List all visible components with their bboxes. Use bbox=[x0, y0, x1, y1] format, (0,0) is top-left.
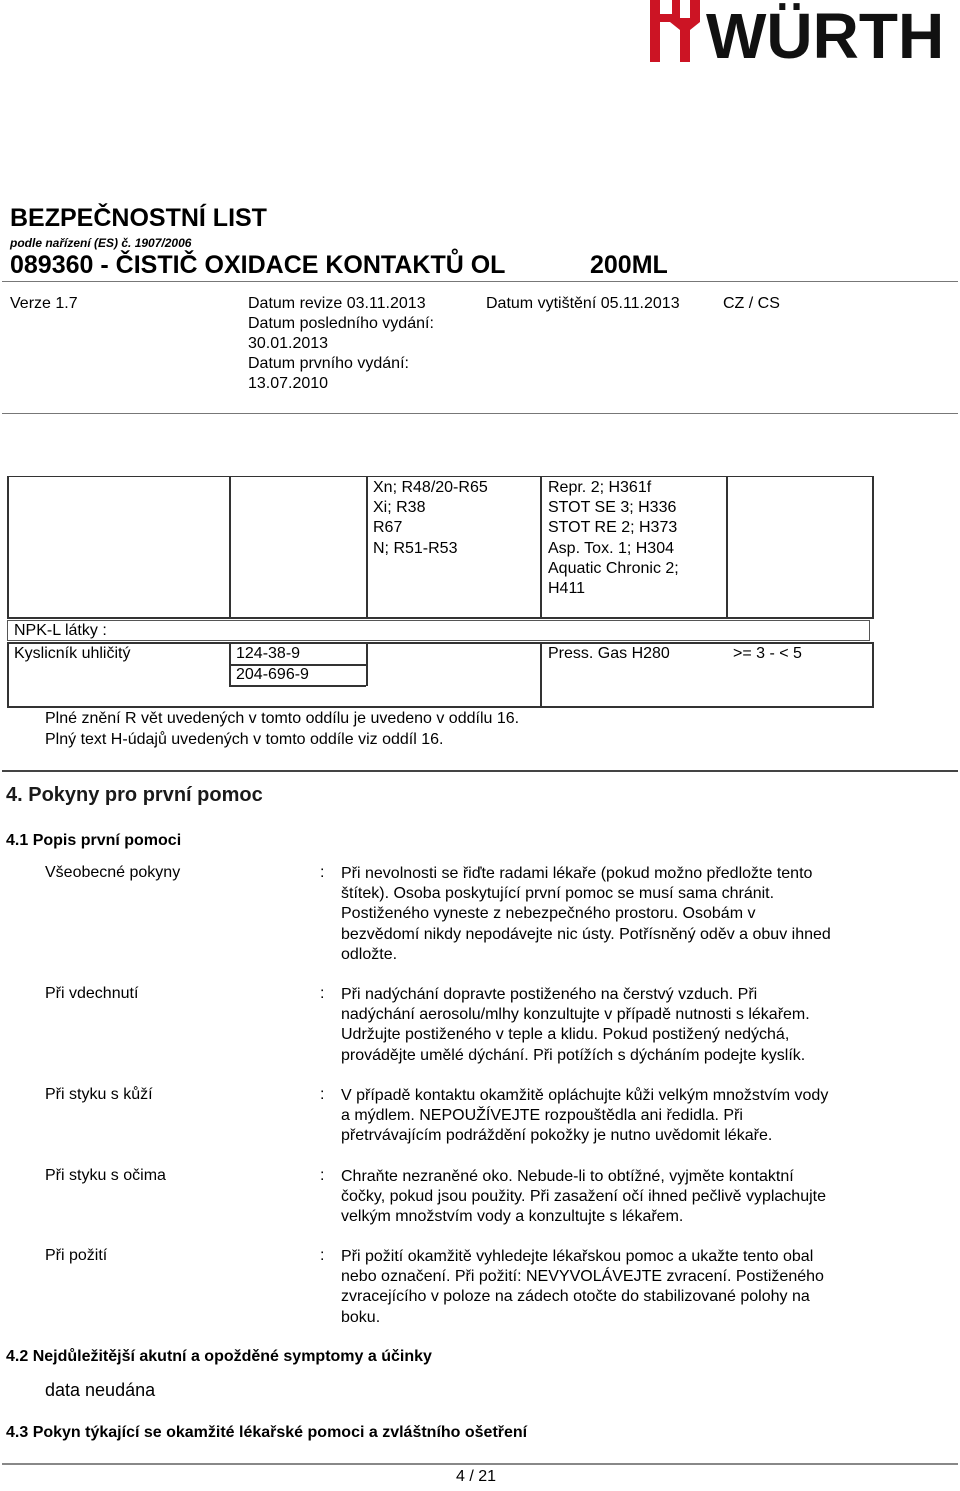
text-line: velkým množstvím vody a konzultujte s lékařem. bbox=[341, 1208, 684, 1226]
page-number: 4 / 21 bbox=[456, 1468, 497, 1485]
last-issue-date: 30.01.2013 bbox=[248, 335, 329, 352]
text-line: bezvědomí nikdy nepodávejte nic ústy. Potřísněný oděv a obuv ihned bbox=[341, 925, 831, 943]
version: Verze 1.7 bbox=[10, 295, 78, 312]
item-label: Všeobecné pokyny bbox=[45, 864, 181, 881]
text-line: Při nadýchání dopravte postiženého na čerstvý vzduch. Při bbox=[341, 986, 758, 1003]
item-label: Při styku s očima bbox=[45, 1167, 166, 1184]
r-phrase: Xi; R38 bbox=[373, 499, 426, 517]
footer-divider bbox=[2, 1463, 958, 1465]
text-line: nebo označení. Při požití: NEVYVOLÁVEJTE zvracení. Postiženého bbox=[341, 1268, 824, 1286]
text-line: štítek). Osoba poskytující první pomoc se musí sama chránit. bbox=[341, 885, 775, 903]
item-text bbox=[341, 864, 886, 965]
concentration: >= 3 - < 5 bbox=[733, 645, 802, 662]
revision-date bbox=[248, 294, 434, 394]
item-colon: : bbox=[320, 1086, 325, 1103]
text-line: Udržujte postiženého v teple a klidu. Pokud postižený nedýchá, bbox=[341, 1026, 790, 1044]
document-title: BEZPEČNOSTNÍ LIST bbox=[10, 204, 267, 232]
item-colon: : bbox=[320, 1247, 325, 1264]
subsection-title-4-3: 4.3 Pokyn týkající se okamžité lékařské pomoci a zvláštního ošetření bbox=[6, 1424, 528, 1441]
text-line: Chraňte nezraněné oko. Nebude-li to obtížné, vyjměte kontaktní bbox=[341, 1168, 794, 1185]
text-line: Při požití okamžitě vyhledejte lékařskou pomoc a ukažte tento obal bbox=[341, 1248, 814, 1265]
h-phrase: Repr. 2; H361f bbox=[548, 479, 652, 496]
text-line: odložte. bbox=[341, 945, 398, 963]
text-line: přetrvávajícím podráždění pokožky je nutno uvědomit lékaře. bbox=[341, 1127, 773, 1145]
first-issue-date: 13.07.2010 bbox=[248, 375, 329, 392]
r-classification-cell bbox=[373, 478, 488, 559]
regulation-reference: podle nařízení (ES) č. 1907/2006 bbox=[10, 236, 192, 250]
first-issue-label: Datum prvního vydání: bbox=[248, 355, 409, 372]
ec-number: 204-696-9 bbox=[236, 666, 309, 683]
item-text bbox=[341, 1247, 886, 1328]
table-col-divider bbox=[540, 476, 542, 619]
r-phrase: R67 bbox=[373, 519, 403, 537]
item-label: Při styku s kůží bbox=[45, 1086, 153, 1103]
table-cell-divider bbox=[229, 685, 366, 687]
h-phrase: STOT RE 2; H373 bbox=[548, 519, 678, 537]
text-line: provádějte umělé dýchání. Při potížích s dýcháním podejte kyslík. bbox=[341, 1046, 806, 1064]
note-h-phrases: Plný text H-údajů uvedených v tomto oddíle viz oddíl 16. bbox=[45, 731, 444, 748]
locale: CZ / CS bbox=[723, 295, 780, 312]
table-col-divider bbox=[540, 642, 542, 708]
header-divider bbox=[2, 281, 958, 282]
header-bottom-divider bbox=[2, 413, 958, 414]
item-text bbox=[341, 985, 886, 1066]
text-line: zvracejícího v poloze na zádech otočte do stabilizované polohy na bbox=[341, 1288, 810, 1306]
table-col-divider bbox=[366, 642, 368, 686]
npk-row bbox=[7, 620, 870, 641]
h-phrase: H411 bbox=[548, 580, 586, 598]
item-label: Při požití bbox=[45, 1247, 108, 1264]
h-phrase: STOT SE 3; H336 bbox=[548, 499, 677, 517]
note-r-phrases: Plné znění R vět uvedených v tomto oddílu je uvedeno v oddílu 16. bbox=[45, 710, 520, 727]
item-label: Při vdechnutí bbox=[45, 985, 139, 1002]
h-classification: Press. Gas H280 bbox=[548, 645, 670, 662]
text-line: V případě kontaktu okamžitě opláchujte kůži velkým množstvím vody bbox=[341, 1087, 829, 1104]
item-text bbox=[341, 1167, 886, 1228]
r-phrase: N; R51-R53 bbox=[373, 539, 458, 557]
subsection-title-4-1: 4.1 Popis první pomoci bbox=[6, 832, 182, 849]
h-phrase: Asp. Tox. 1; H304 bbox=[548, 539, 674, 557]
table-col-divider bbox=[366, 476, 368, 619]
section-title: 4. Pokyny pro první pomoc bbox=[6, 784, 263, 806]
h-classification-cell bbox=[548, 478, 679, 599]
print-date: Datum vytištění 05.11.2013 bbox=[486, 295, 680, 312]
table-col-divider bbox=[726, 476, 728, 619]
text-line: boku. bbox=[341, 1308, 381, 1326]
product-size: 200ML bbox=[590, 251, 668, 279]
brand-wordmark: WÜRTH bbox=[706, 0, 945, 66]
text-line: a mýdlem. NEPOUŽÍVEJTE rozpouštědla ani ředidla. Při bbox=[341, 1107, 743, 1125]
r-phrase: Xn; R48/20-R65 bbox=[373, 479, 488, 496]
text-line: čočky, pokud jsou použity. Při zasažení očí ihned pečlivě vyplachujte bbox=[341, 1188, 826, 1206]
revision-date-text: Datum revize 03.11.2013 bbox=[248, 295, 426, 312]
text-line: nadýchání aerosolu/mlhy konzultujte v případě nutnosti s lékařem. bbox=[341, 1006, 810, 1024]
text-line: Postiženého vyneste z nebezpečného prostoru. Osobám v bbox=[341, 905, 756, 923]
npk-label: NPK-L látky : bbox=[14, 622, 107, 639]
last-issue-label: Datum posledního vydání: bbox=[248, 315, 434, 332]
item-colon: : bbox=[320, 1167, 325, 1184]
cas-number: 124-38-9 bbox=[236, 645, 301, 662]
subsection-title-4-2: 4.2 Nejdůležitější akutní a opožděné symptomy a účinky bbox=[6, 1348, 432, 1365]
table-col-divider bbox=[229, 476, 231, 619]
item-colon: : bbox=[320, 985, 325, 1002]
wurth-logo bbox=[650, 0, 956, 66]
product-name: 089360 - ČISTIČ OXIDACE KONTAKTŮ OL bbox=[10, 251, 506, 279]
item-colon: : bbox=[320, 864, 325, 881]
substance-name: Kyslicník uhličitý bbox=[14, 645, 131, 662]
item-text bbox=[341, 1086, 886, 1147]
h-phrase: Aquatic Chronic 2; bbox=[548, 559, 679, 577]
section-divider bbox=[2, 770, 958, 772]
text-line: Při nevolnosti se řiďte radami lékaře (pokud možno předložte tento bbox=[341, 865, 813, 882]
subsection-text-4-2: data neudána bbox=[45, 1380, 156, 1400]
